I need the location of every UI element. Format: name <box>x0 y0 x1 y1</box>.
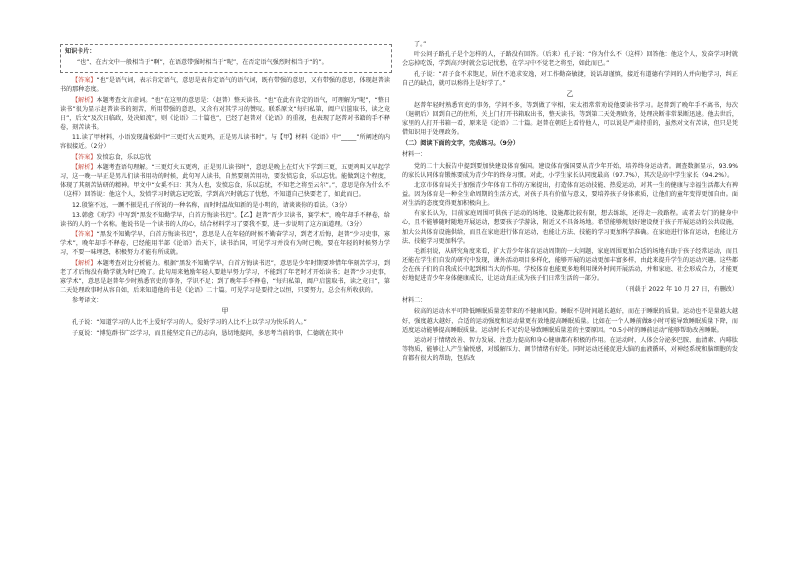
paragraph-text: 了。” <box>414 41 427 48</box>
paragraph-text: 叶公问子路孔子是个怎样的人，子路没有回答。（后来）孔子说：“你为什么不（这样）回答他：他这个人，发奋学习时就会忘掉吃饭，学到高兴时就会忘记忧愁，在学习中不觉老之将至，如此而已。” <box>402 51 738 68</box>
paragraph <box>402 336 738 363</box>
paragraph <box>60 96 390 132</box>
section-marker: 甲 <box>221 307 229 316</box>
left-column <box>60 44 390 339</box>
paragraph-text: 12.殷鉴不远，一蹶不振是孔子所说的一种名称，而时时温故知新的是小明的，请谈谈你的看法。（3分） <box>72 201 351 209</box>
paragraph-text: 较高的运动水平可降低睡眠质量差带来的不健康风险。睡眠不是时间越长越好，而在于睡眠的质量。运动也不是量越大越好，强度越大越好，合适的运动强度和运动量更有效地提高睡眠质量。比如在一个人睡前做8小时可能导致睡眠质量下降，而适度运动能够提高睡眠质量。运动时长不足约是导致睡眠质量差的主要原因。“0.5小时的睡前运动”能够帮助改善睡眠。 <box>402 308 738 334</box>
paragraph-text: 孔子说：“君子食不求饱足，居住不追求安逸，对工作勤奋敏捷，说话却谨慎，接近有道德有学问的人并向他学习，纠正自己的缺点，就可以称得上是好学了。” <box>402 70 738 87</box>
paragraph <box>60 201 390 210</box>
left-paragraphs <box>60 76 390 337</box>
paragraph-text: “也”是语气词，表示肯定语气，意思是表肯定语气的语气词，既有带强的意思，又有带强的意思，体现赵普读书的那种态度。 <box>60 77 390 94</box>
paragraph-text: 党的二十大报告中提到要加快建设体育强国。建设体育强国要从青少年开始，培养终身运动者。调查数据显示，93.9%的家长认同体育锻炼要成为青少年的终身习惯。对此，小学生家长认同度最高（97.7%），其次是高中学生家长（94.2%）。 <box>402 162 738 179</box>
paragraph <box>402 50 738 68</box>
paragraph <box>402 247 738 283</box>
paragraph <box>402 162 738 180</box>
answer-tag: 【答案】 <box>72 153 97 161</box>
paragraph <box>402 307 738 334</box>
answer-tag: 【答案】 <box>72 231 97 239</box>
paragraph-text: 本题考查文言虚词。“也”在这里的意思是：（赵普）整天读书。“也”在此有肯定的语气，可理解为“呢”，“整日读书”很为显示赵普读书的刻苦，所用带强的意思，又含有对其学习的赞叹。联系原文“每归私第，阖户启箧取书，读之竟日”，后文“及次日临政，处决如流”，则《论语》二十篇也”，已经了赵普对《论语》的重视，也表现了赵普对书籍的手不释卷，刻苦读书。 <box>60 96 390 132</box>
answer-tag: 【答案】 <box>72 77 97 85</box>
paragraph-text: 有家长认为，目前家庭周围可供孩子运动的场地、设施都比较有限，想去练练，还得走一段路程。或者去专门的健身中心，且不能够随时随地开展运动，想要孩子学游泳，附近又不具备场地。希望能够规划好建设便于孩子开展运动的公共设施，加大公共体育设施供给，而且在家庭进行体育运动，也能让方法、技能的学习更加科学准确。在家庭进行体育运动，也能让方法、技能学习更加科学。 <box>402 210 738 245</box>
answer-tag: 【解析】 <box>72 163 97 171</box>
paragraph-text: 赵普年轻时熟悉官吏的事务，学问不多，等到做了宰相，宋太祖常常劝说他要读书学习。赵普到了晚年手不离书，每次（退朝后）回到自己的住所，关上门打开书箱取出书，整天读书。等到第二天处理政务，处理决断非常果断迅速。他去世后，家里的人打开书箱一看，原来是《论语》二十篇。赵普在朝廷上看待他人，可以说是严肃持重的，虽然对文有苦读，但只是凭借知识用于处理政务。 <box>402 101 738 137</box>
paragraph <box>402 181 738 208</box>
paragraph-text: 11.读了甲材料，小语发现蒲松龄中“三更灯火五更鸡，正是男儿读书时”。与【甲】材料《论语》中“_____”所阐述的内容很接近。（2分） <box>60 134 390 151</box>
paragraph-text: 运动对于情绪改善、智力发展、注意力提高和身心健康都有积极的作用。在运动时，人体会分泌多巴胺、血清素、内啡肽等物质，能够让人产生愉悦感，对缓解压力、调节情绪有好处。同时运动还能促进大脑的血液循环，对神经系统和脑细胞的发育都有很大的帮助，包括改 <box>402 336 738 363</box>
paragraph <box>60 230 390 257</box>
paragraph <box>60 318 390 327</box>
paragraph <box>60 259 390 295</box>
paragraph <box>402 209 738 245</box>
knowledge-box-title: 知识卡片： <box>65 48 96 55</box>
answer-tag: 【解析】 <box>72 96 97 104</box>
paragraph-text: 北京市体育局关于加强青少年体育工作的方案提出，打造体育运动技能、热爱运动，对其一生的健康与幸福生活都大有裨益。因为体育是一种全生命周期的生活方式，对孩子具有价值与意义，要培养孩子身体素质，让他们的童年变得更加自由。面对生活的态度变得更加积极向上。 <box>402 181 738 208</box>
paragraph <box>402 40 738 49</box>
right-column <box>402 40 738 364</box>
paragraph <box>60 163 390 199</box>
paragraph <box>60 296 390 305</box>
paragraph-text: 本题考查语句理解。“三更灯火五更鸡，正是男儿读书时”，意思是晚上在灯火下学到三更，五更鸡叫又早起学习，这一晚一早正是男儿们读书用功的时候，此句写人读书，自然要刻苦用功，要发愤忘食，乐以忘忧。能做到这个程度，体现了其刻苦钻研的精神。甲文中“女奚不曰：其为人也，发愤忘食，乐以忘忧，不知老之将至云尔”。”，意思是你为什么不（这样）回答说：他这个人，发愤学习时就忘记吃饭，学到高兴时就忘了忧愁，不知道自己快要老了，如此而已。 <box>60 163 390 199</box>
paragraph <box>60 133 390 151</box>
knowledge-box-text: “也”、在古文中一般相当于“啊”，在语意带强时相当于“呢”，在否定语气强烈时相当于“的”。 <box>77 59 328 67</box>
paragraph-text: 13.韩愈《劝学》中写到“黑发不知勤学早，白首方悔读书迟”。【乙】赵普“晋少卫读书，赛学术”，晚年却手不释卷，给读书的人的一个名称。他说书是一个读书的人的心，结合材料学习了要我不要，进一步说明了这方面道理。（3分） <box>60 211 390 228</box>
paragraph <box>60 211 390 229</box>
source-note: （刊载于 2022 年 10 月 27 日，有删改） <box>622 286 738 294</box>
paragraph <box>402 101 738 137</box>
paragraph-text: “黑发不知勤学早，白首方悔读书迟”，意思是人在年轻的时候不勤奋学习，到老才后悔，赵普“少习吏事，寡学术”，晚年却手不释卷，已经能用半部《论语》治天下，读书治国，可见学习并没有为时已晚，要在年轻的时候努力学习，不要一味埋怨，积极努力才能有所成就。 <box>60 231 390 257</box>
paragraph <box>60 329 390 338</box>
paragraph-text: 孔子说：“知道学习的人比不上爱好学习的人，爱好学习的人比不上以学习为快乐的人。” <box>72 319 307 327</box>
paragraph-text: 毛新羽说，从研究角度来看，扩大青少年体育运动周期的一大问题，家庭周围更加合适的场地有助于孩子经常运动，而且还能在学生们自发的研究中发现，课外活动项目多样化，能够开展的运动更加丰富多样，由此来提升学生的运动兴趣。这些都会在孩子们的自我成长中起到相当大的作用。学校体育也能更多地利用课外时间开展活动，并和家庭、社会形成合力，才能更好地促进青少年身体健康成长，让运动真正成为孩子们日常生活的一部分。 <box>402 247 738 283</box>
paragraph <box>60 76 390 94</box>
right-paragraphs <box>402 40 738 363</box>
paragraph-text: 参考译文： <box>72 297 103 305</box>
paragraph-text: 本题考查对比分析能力。根据“黑发不知勤学早，白首方悔读书迟”，意思是少年时期要珍惜年华刻苦学习，到老了才后悔没有勤学就为时已晚了。此句用来勉励年轻人要趁早努力学习，不能到了年老时才开始读书；赵普“少习吏事，寡学术”，意思是赵普年少时熟悉官吏的事务，学识不足；到了晚年手不释卷，“每归私第，阖户启箧取书，读之竟日”，第二天处理政事时从容自如，后来知道他的书是《论语》二十篇。可见学习是要持之以恒，只要努力，总会有所收获的。 <box>60 259 390 294</box>
section-marker: 乙 <box>566 89 574 98</box>
paragraph-text: 子夏说：“博览群书广泛学习，而且能坚定自己的志向，恳切地提问，多思考当前的事，仁德就在其中 <box>72 329 344 337</box>
knowledge-box <box>60 44 392 73</box>
material-heading: 材料一： <box>402 151 427 159</box>
answer-tag: 【解析】 <box>72 259 97 267</box>
paragraph <box>402 70 738 88</box>
paragraph <box>60 153 390 162</box>
section-heading: （二）阅读下面的文字，完成练习。（9分） <box>402 140 519 148</box>
paragraph-text: 发愤忘食，乐以忘忧 <box>96 153 152 161</box>
material-heading: 材料二： <box>402 297 427 305</box>
